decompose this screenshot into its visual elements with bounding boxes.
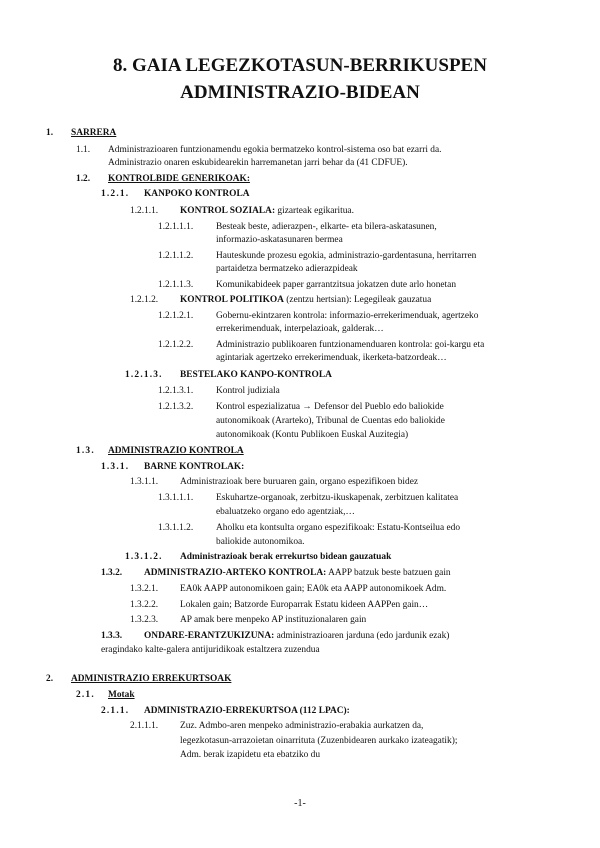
section-number: 1. — [46, 128, 54, 138]
section-title: BESTELAKO KANPO-KONTROLA — [180, 370, 332, 380]
paragraph-line: Zuz. Admbo-aren menpeko administrazio-erabakia aurkatzen da, — [180, 721, 424, 731]
section-title: KANPOKO KONTROLA — [144, 189, 250, 199]
section-text: administrazioaren jarduna (edo jardunik ezak) — [274, 631, 450, 641]
paragraph-line: Aholku eta kontsulta organo espezifikoak: Estatu-Kontseilua edo — [216, 523, 461, 533]
section-number: 2.1.1.1. — [130, 721, 159, 731]
section-number: 1.3.1.1. — [130, 477, 159, 487]
section-text: gizarteak egikaritua. — [275, 206, 354, 216]
paragraph-line: autonomikoak (Arartekо), Tribunal de Cuentas edo baliokide — [216, 416, 445, 426]
paragraph-line: eragindako kalte-galera antijuridikoak estaltzera zuzendua — [101, 645, 320, 655]
section-number: 1.2.1. — [101, 189, 130, 199]
paragraph-line: Komunikabideek paper garrantzitsua jokatzen dute arlo honetan — [216, 280, 457, 290]
paragraph-line: Administrazio publikoaren funtzionamenduaren kontrola: goi-kargu eta — [216, 340, 485, 350]
paragraph-line: Adm. berak izapidetu eta ebatziko du — [180, 750, 321, 760]
section-title: BARNE KONTROLAK: — [144, 462, 245, 472]
section-number: 1.2.1.2. — [130, 295, 159, 305]
section-number: 1.3.2. — [101, 568, 123, 578]
section-number: 1.2.1.3.1. — [158, 386, 194, 396]
section-number: 1.2.1.2.1. — [158, 311, 194, 321]
section-number: 1.2.1.3. — [125, 370, 163, 380]
section-number: 1.3.1.2. — [125, 552, 163, 562]
section-title: ADMINISTRAZIO-ERREKURTSOA (112 LPAC): — [144, 706, 350, 716]
section-number: 1.3.2.3. — [130, 615, 159, 625]
paragraph-line: Besteak beste, adierazpen-, elkarte- eta bilera-askatasunen, — [216, 222, 437, 232]
section-title: ADMINISTRAZIO KONTROLA — [108, 446, 244, 456]
paragraph-line: Administrazioak bere buruaren gain, organo espezifikoen bidez — [180, 477, 419, 487]
section-number: 1.3.2.1. — [130, 584, 159, 594]
section-title: Administrazioak berak errekurtso bidean gauzatuak — [180, 552, 392, 562]
section-number: 1.3.1.1.2. — [158, 523, 194, 533]
paragraph-line: Hauteskunde prozesu egokia, administrazio-gardentasuna, herritarren — [216, 251, 477, 261]
paragraph-line: baliokide autonomikoa. — [216, 537, 305, 547]
section-text: AAPP batzuk beste batzuen gain — [326, 568, 451, 578]
section-title: KONTROLBIDE GENERIKOAK: — [108, 174, 250, 184]
paragraph-line: Administrazio onaren eskubidearekin harremanetan jarri behar da (41 CDFUE). — [108, 158, 408, 168]
paragraph-line: AP amak bere menpeko AP instituzionalaren gain — [180, 615, 367, 625]
paragraph-line: errekerimenduak, interpelazioak, galderak… — [216, 324, 384, 334]
section-number: 2.1. — [76, 690, 95, 700]
paragraph-line: Lokalen gain; Batzorde Europarrak Estatu kideen AAPPen gain… — [180, 600, 429, 610]
section-number: 1.2.1.1. — [130, 206, 159, 216]
paragraph-line: informazio-askatasunaren bermea — [216, 235, 343, 245]
section-number: 1.2.1.2.2. — [158, 340, 194, 350]
section-number: 1.3. — [76, 446, 95, 456]
paragraph-line: agintariak agertzeko errekerimenduak, ikerketa-batzordeak… — [216, 353, 447, 363]
section-number: 1.2. — [76, 174, 91, 184]
doc-title-line1: 8. GAIA LEGEZKOTASUN-BERRIKUSPEN — [113, 55, 487, 76]
section-title: Motak — [108, 690, 135, 700]
paragraph-line: legezkotasun-arrazoietan oinarrituta (Zuzenbidearen aurkako izateagatik); — [180, 736, 458, 746]
paragraph-line: Kontrol espezializatua → Defensor del Pueblo edo baliokide — [216, 402, 444, 412]
paragraph-line: Gobernu-ekintzaren kontrola: informazio-errekerimenduak, agertzeko — [216, 311, 479, 321]
section-number: 2.1.1. — [101, 706, 130, 716]
paragraph-line: Administrazioaren funtzionamendu egokia bermatzeko kontrol-sistema oso bat ezarri da. — [108, 145, 442, 155]
section-number: 1.2.1.1.2. — [158, 251, 194, 261]
section-title: SARRERA — [71, 128, 117, 138]
section-number: 1.3.1.1.1. — [158, 493, 194, 503]
paragraph-line: Kontrol judiziala — [216, 386, 280, 396]
section-title: KONTROL POLITIKOA — [180, 295, 284, 305]
section-number: 1.2.1.1.3. — [158, 280, 194, 290]
section-number: 1.2.1.3.2. — [158, 402, 194, 412]
section-number: 1.1. — [76, 145, 91, 155]
section-number: 1.3.2.2. — [130, 600, 159, 610]
section-title: KONTROL SOZIALA: — [180, 206, 276, 216]
section-number: 1.3.1. — [101, 462, 130, 472]
paragraph-line: autonomikoak (Kontu Publikoen Euskal Auzitegia) — [216, 430, 409, 440]
doc-title-line2: ADMINISTRAZIO-BIDEAN — [180, 82, 420, 103]
section-title: ADMINISTRAZIO-ARTEKO KONTROLA: — [144, 568, 327, 578]
section-number: 1.2.1.1.1. — [158, 222, 194, 232]
paragraph-line: partaidetza bermatzeko adierazpideak — [216, 264, 358, 274]
paragraph-line: EA0k AAPP autonomikoen gain; EA0k eta AAPP autonomikoek Adm. — [180, 584, 447, 594]
section-number: 2. — [46, 674, 54, 684]
paragraph-line: Eskuhartze-organoak, zerbitzu-ikuskapenak, zerbitzuen kalitatea — [216, 493, 459, 503]
paragraph-line: ebaluatzeko organo edo agentziak,… — [216, 507, 355, 517]
section-title: ADMINISTRAZIO ERREKURTSOAK — [71, 674, 232, 684]
section-title: ONDARE-ERANTZUKIZUNA: — [144, 631, 275, 641]
section-number: 1.3.3. — [101, 631, 123, 641]
page-number: -1- — [294, 798, 306, 809]
section-text: (zentzu hertsian): Legegileak gauzatua — [283, 295, 432, 305]
